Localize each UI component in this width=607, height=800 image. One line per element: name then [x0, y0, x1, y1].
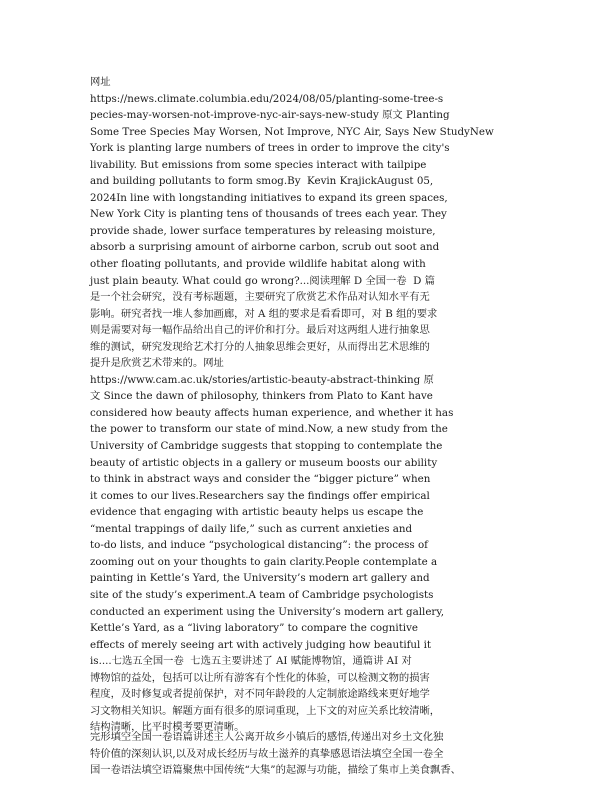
text-line: site of the study’s experiment.A team of Cambridge psychologists	[90, 588, 434, 601]
text-line: beauty of artistic objects in a gallery or museum boosts our ability	[90, 456, 438, 469]
text-line: 特价值的深刻认识,以及对成长经历与故土滋养的真挚感恩语法填空全国一卷全	[90, 747, 444, 760]
text-line: Kettle’s Yard, as a “living laboratory” to compare the cognitive	[90, 622, 418, 635]
text-line: other floating pollutants, and provide wildlife habitat along with	[90, 258, 426, 271]
text-line: 结构清晰，比平时模考要更清晰。	[90, 721, 245, 734]
text-line: 完形填空全国一卷语篇讲述主人公离开故乡小镇后的感悟,传递出对乡土文化独	[90, 731, 444, 743]
text-line: 2024In line with longstanding initiatives to expand its green spaces,	[90, 191, 448, 204]
text-line: 维的测试，研究发现给艺术打分的人抽象思维会更好，从而得出艺术思维的	[90, 340, 430, 353]
text-line: effects of merely seeing art with actively judging how beautiful it	[90, 638, 432, 651]
text-line: 则是需要对每一幅作品给出自己的评价和打分。最后对这两组人进行抽象思	[90, 324, 430, 337]
text-line: 习文物相关知识。解题方面有很多的原词重现，上下文的对应关系比较清晰，	[90, 704, 441, 717]
text-line: is....七选五全国一卷 七选五主要讲述了 AI 赋能博物馆，通篇讲 AI 对	[90, 655, 412, 668]
text-line: 提升是欣赏艺术带来的。网址	[90, 357, 224, 370]
body-paragraph	[90, 74, 518, 736]
text-line: just plain beauty. What could go wrong?...阅读理解 D 全国一卷 D 篇	[90, 274, 435, 287]
text-line: 国一卷语法填空语篇聚焦中国传统“大集”的起源与功能，描绘了集市上美食飘香、	[90, 764, 461, 777]
text-line: it comes to our lives.Researchers say the findings offer empirical	[90, 489, 430, 502]
text-line: 网址	[90, 76, 111, 88]
text-line: zooming out on your thoughts to gain clarity.People contemplate a	[90, 555, 438, 568]
text-line: painting in Kettle’s Yard, the University’s modern art gallery and	[90, 572, 430, 585]
body-paragraph	[90, 729, 518, 779]
text-line: pecies-may-worsen-not-improve-nyc-air-says-new-study 原文 Planting	[90, 109, 450, 122]
text-line: “mental trappings of daily life,” such as current anxieties and	[90, 522, 413, 535]
text-line: 文 Since the dawn of philosophy, thinkers from Plato to Kant have	[90, 390, 433, 403]
text-line: https://www.cam.ac.uk/stories/artistic-beauty-abstract-thinking 原	[90, 373, 434, 386]
text-line: https://news.climate.columbia.edu/2024/08/05/planting-some-tree-s	[90, 92, 444, 105]
text-line: the power to transform our state of mind.Now, a new study from the	[90, 423, 448, 436]
text-line: conducted an experiment using the University’s modern art gallery,	[90, 605, 445, 618]
text-line: New York City is planting tens of thousands of trees each year. They	[90, 208, 447, 221]
text-line: York is planting large numbers of trees in order to improve the city's	[90, 142, 450, 155]
text-line: considered how beauty affects human experience, and whether it has	[90, 406, 454, 419]
text-line: Some Tree Species May Worsen, Not Improve, NYC Air, Says New StudyNew	[90, 125, 494, 138]
text-line: to think in abstract ways and consider the “bigger picture” when	[90, 473, 431, 486]
text-line: to-do lists, and induce “psychological distancing”: the process of	[90, 539, 428, 552]
text-line: 程度，及时修复或者提前保护，对不同年龄段的人定制旅途路线来更好地学	[90, 688, 430, 701]
text-line: livability. But emissions from some species interact with tailpipe	[90, 158, 427, 171]
text-line: 是一个社会研究，没有考标题题，主要研究了欣赏艺术作品对认知水平有无	[90, 291, 430, 304]
text-line: University of Cambridge suggests that stopping to contemplate the	[90, 440, 443, 453]
text-line: 博物馆的益处，包括可以让所有游客有个性化的体验，可以检测文物的损害	[90, 671, 430, 684]
text-line: absorb a surprising amount of airborne carbon, scrub out soot and	[90, 241, 440, 254]
text-line: 影响。研究者找一堆人参加画廊，对 A 组的要求是看看即可，对 B 组的要求	[90, 307, 438, 320]
text-line: evidence that engaging with artistic beauty helps us escape the	[90, 506, 424, 519]
text-line: and building pollutants to form smog.By Kevin KrajickAugust 05,	[90, 175, 434, 188]
text-line: provide shade, lower surface temperatures by releasing moisture,	[90, 224, 436, 237]
